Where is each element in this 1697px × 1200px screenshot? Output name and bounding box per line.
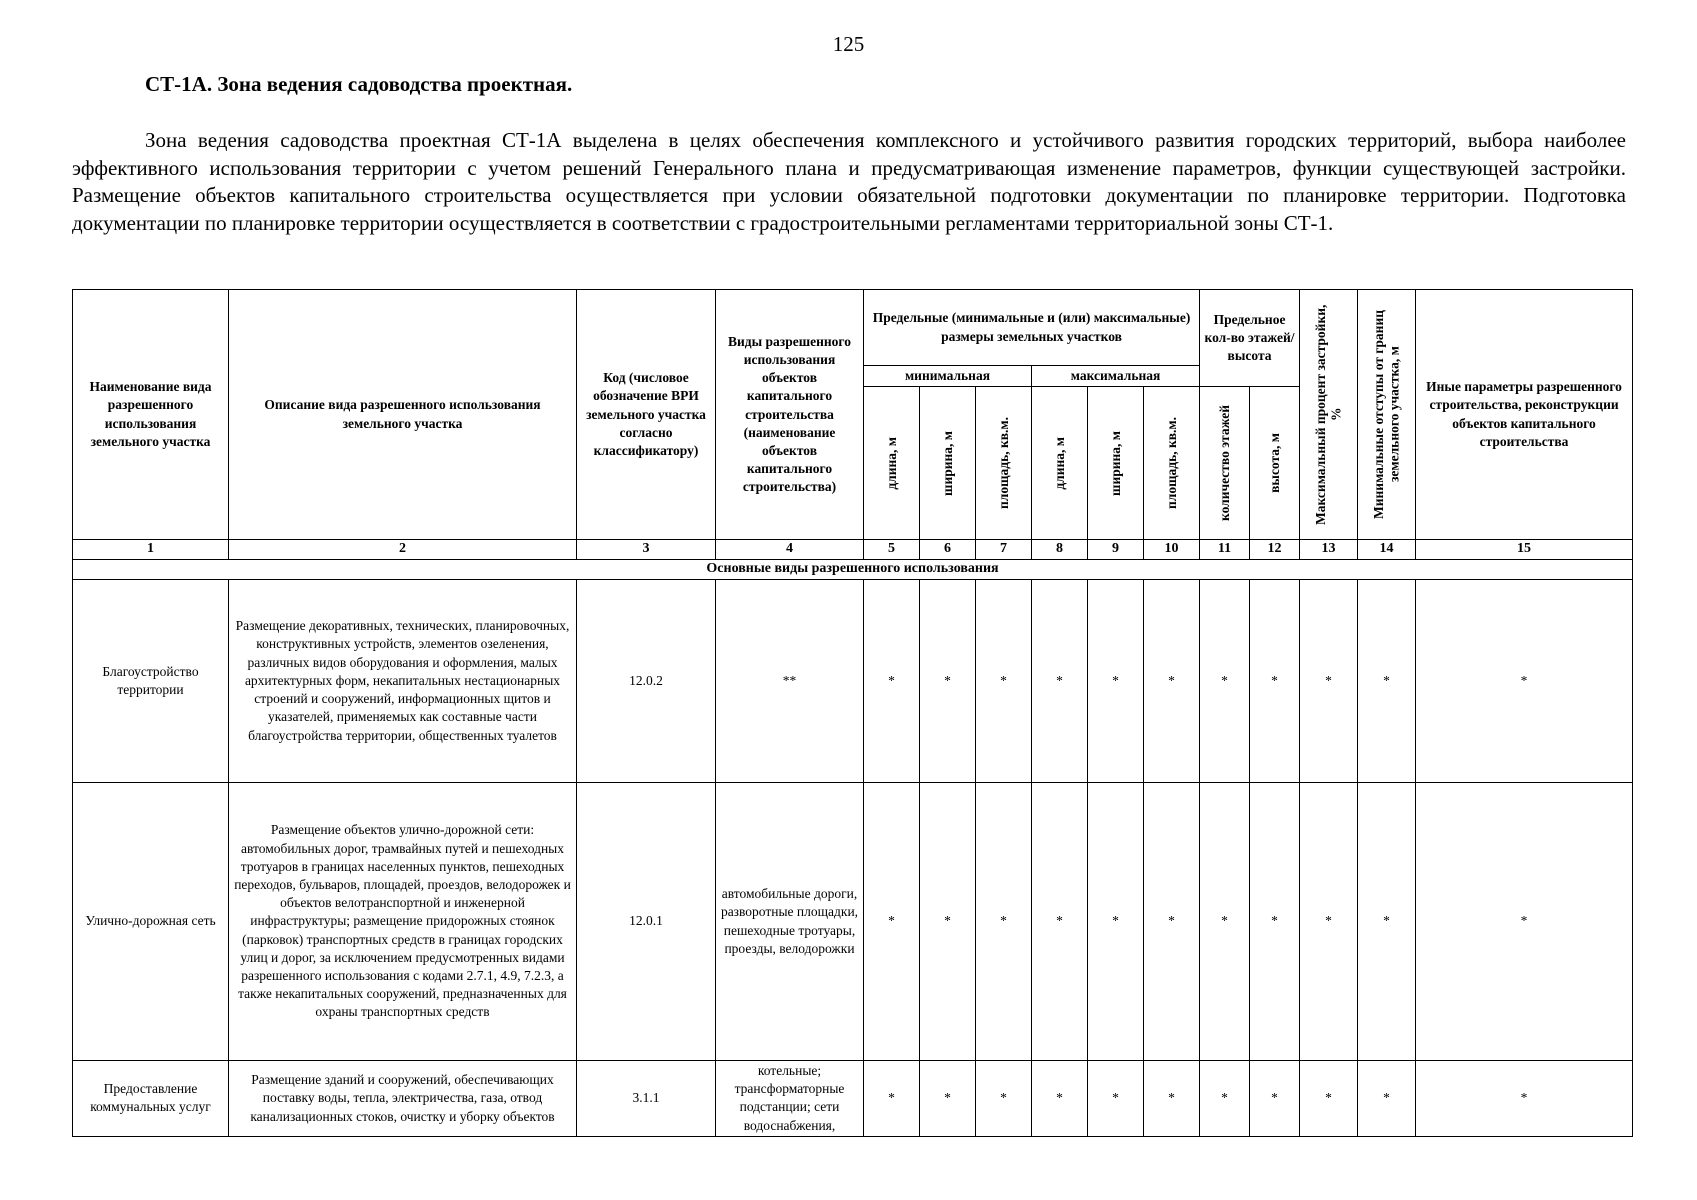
- header-objects: Виды разрешенного использования объектов капитального строительства (наименование объектов капитального строительства): [716, 290, 864, 540]
- row-value: *: [1358, 580, 1416, 783]
- row-value: *: [1032, 580, 1088, 783]
- row-description: Размещение объектов улично-дорожной сети: автомобильных дорог, трамвайных путей и пешеходных тротуаров в границах населенных пунктов, пешеходных переходов, бульваров, площадей, проездов, велодорожек и объектов велотранспортной и инженерной инфраструктуры; размещение придорожных стоянок (парковок) транспортных средств в границах городских улиц и дорог, за исключением предусмотренных видами разрешенного использования с кодами 2.7.1, 4.9, 7.2.3, а также некапитальных сооружений, предназначенных для охраны транспортных средств: [229, 783, 577, 1061]
- row-value: *: [920, 580, 976, 783]
- regulations-table: [72, 289, 1633, 1137]
- row-objects: котельные; трансформаторные подстанции; сети водоснабжения,: [716, 1061, 864, 1137]
- row-value: *: [1088, 1061, 1144, 1137]
- header-min-length: длина, м: [864, 387, 920, 540]
- page-number: 125: [832, 32, 865, 56]
- header-max: максимальная: [1032, 366, 1200, 387]
- row-value: *: [1300, 783, 1358, 1061]
- row-value: *: [1032, 1061, 1088, 1137]
- row-description: Размещение зданий и сооружений, обеспечивающих поставку воды, тепла, электричества, газа, отвод канализационных стоков, очистку и уборку объектов: [229, 1061, 577, 1137]
- row-value: *: [1200, 783, 1250, 1061]
- row-value: *: [1088, 783, 1144, 1061]
- header-max-width: ширина, м: [1088, 387, 1144, 540]
- row-code: 12.0.1: [577, 783, 716, 1061]
- row-value: *: [1144, 1061, 1200, 1137]
- header-plot-sizes: Предельные (минимальные и (или) максимальные) размеры земельных участков: [864, 290, 1200, 366]
- row-value: *: [1200, 580, 1250, 783]
- header-floors-height: Предельное кол-во этажей/ высота: [1200, 290, 1300, 387]
- header-code: Код (числовое обозначение ВРИ земельного участка согласно классификатору): [577, 290, 716, 540]
- table-row: [73, 580, 1633, 783]
- row-value: *: [1200, 1061, 1250, 1137]
- row-value: *: [1300, 1061, 1358, 1137]
- header-height: высота, м: [1250, 387, 1300, 540]
- row-value: *: [1250, 783, 1300, 1061]
- row-value: *: [976, 580, 1032, 783]
- row-value: *: [1032, 783, 1088, 1061]
- row-objects: **: [716, 580, 864, 783]
- row-value: *: [1416, 580, 1633, 783]
- row-value: *: [864, 1061, 920, 1137]
- zone-description: Зона ведения садоводства проектная СТ-1А выделена в целях обеспечения комплексного и устойчивого развития городских территорий, выбора наиболее эффективного использования территории с учетом решений Генерального плана и предусматривающая изменение параметров, функции существующей застройки. Размещение объектов капитального строительства осуществляется при условии обязательной подготовки документации по планировке территории. Подготовка документации по планировке территории осуществляется в соответствии с градостроительными регламентами территориальной зоны СТ-1.: [72, 128, 1626, 235]
- row-value: *: [976, 1061, 1032, 1137]
- header-max-length: длина, м: [1032, 387, 1088, 540]
- header-max-coverage: Максимальный процент застройки, %: [1300, 290, 1358, 540]
- header-other-params: Иные параметры разрешенного строительства, реконструкции объектов капитального строительства: [1416, 290, 1633, 540]
- row-value: *: [1416, 783, 1633, 1061]
- row-value: *: [976, 783, 1032, 1061]
- row-name: Благоустройство территории: [73, 580, 229, 783]
- row-code: 3.1.1: [577, 1061, 716, 1137]
- row-value: *: [1144, 580, 1200, 783]
- row-value: *: [1358, 783, 1416, 1061]
- header-min-setback: Минимальные отступы от границ земельного участка, м: [1358, 290, 1416, 540]
- row-value: *: [1300, 580, 1358, 783]
- row-value: *: [1358, 1061, 1416, 1137]
- row-code: 12.0.2: [577, 580, 716, 783]
- section-title: Основные виды разрешенного использования: [73, 560, 1633, 580]
- row-value: *: [1416, 1061, 1633, 1137]
- header-floors: количество этажей: [1200, 387, 1250, 540]
- row-description: Размещение декоративных, технических, планировочных, конструктивных устройств, элементов озеленения, различных видов оборудования и оформления, малых архитектурных форм, некапитальных нестационарных строений и сооружений, информационных щитов и указателей, применяемых как составные части благоустройства территории, общественных туалетов: [229, 580, 577, 783]
- row-value: *: [920, 783, 976, 1061]
- row-value: *: [864, 580, 920, 783]
- table-row: [73, 1061, 1633, 1137]
- row-objects: автомобильные дороги, разворотные площадки, пешеходные тротуары, проезды, велодорожки: [716, 783, 864, 1061]
- row-value: *: [864, 783, 920, 1061]
- row-value: *: [920, 1061, 976, 1137]
- column-numbers-row: 1 2 3 4 5 6 7 8 9 10 11 12 13 14 15: [73, 540, 1633, 560]
- header-description: Описание вида разрешенного использования земельного участка: [229, 290, 577, 540]
- header-min-area: площадь, кв.м.: [976, 387, 1032, 540]
- row-value: *: [1250, 1061, 1300, 1137]
- row-name: Улично-дорожная сеть: [73, 783, 229, 1061]
- zone-title: СТ-1А. Зона ведения садоводства проектная.: [145, 72, 573, 96]
- header-min: минимальная: [864, 366, 1032, 387]
- header-name: Наименование вида разрешенного использования земельного участка: [73, 290, 229, 540]
- table-row: [73, 783, 1633, 1061]
- row-name: Предоставление коммунальных услуг: [73, 1061, 229, 1137]
- section-row: [73, 560, 1633, 580]
- row-value: *: [1144, 783, 1200, 1061]
- header-max-area: площадь, кв.м.: [1144, 387, 1200, 540]
- header-min-width: ширина, м: [920, 387, 976, 540]
- row-value: *: [1250, 580, 1300, 783]
- row-value: *: [1088, 580, 1144, 783]
